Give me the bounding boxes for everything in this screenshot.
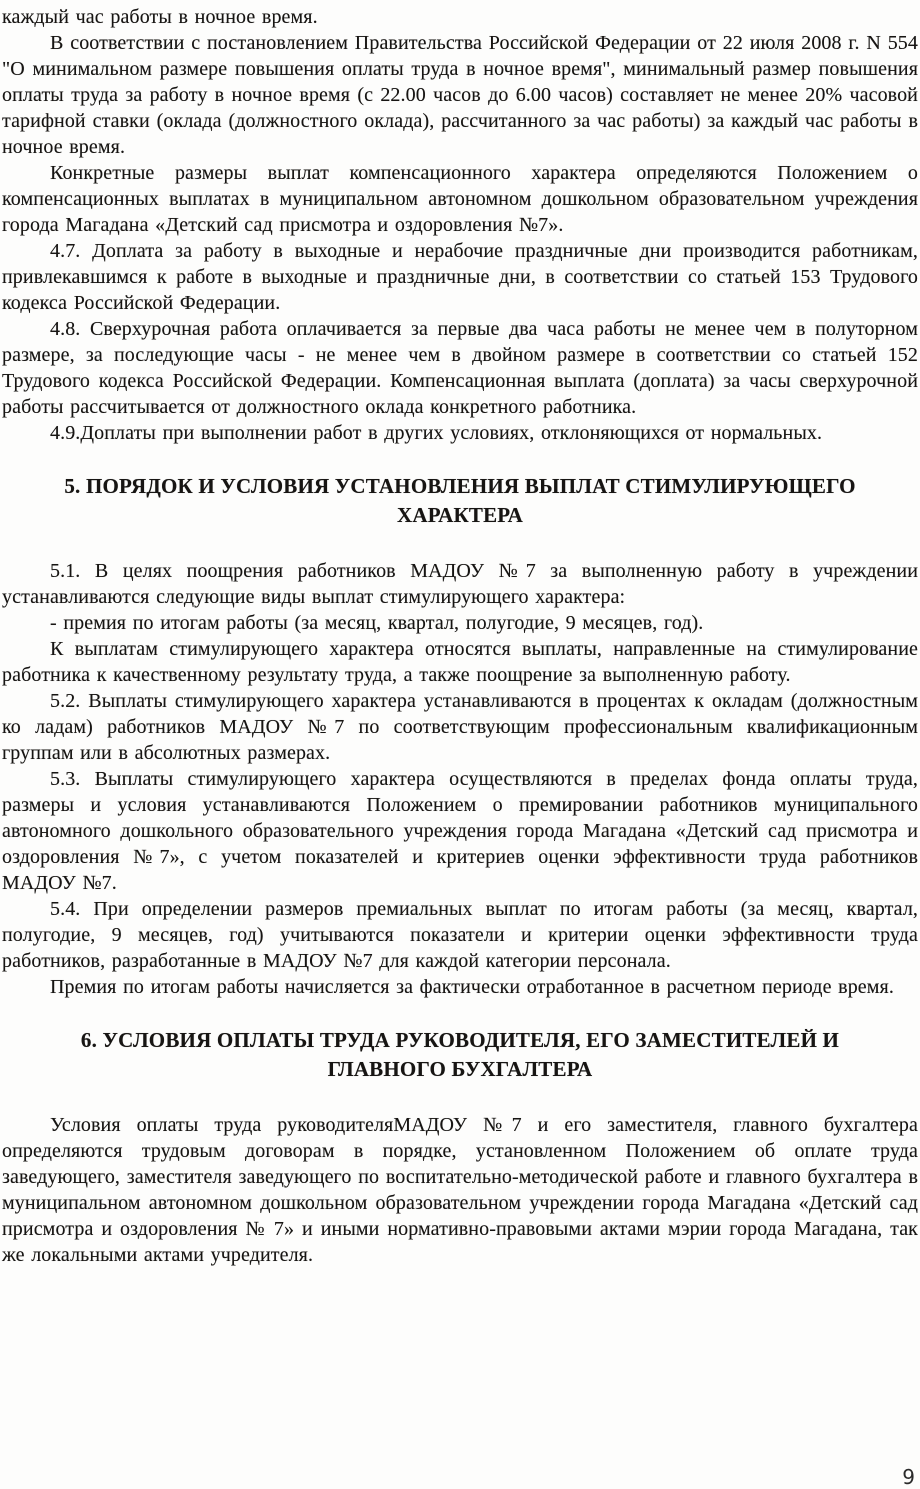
paragraph-4-7: 4.7. Доплата за работу в выходные и нерабочие праздничные дни производится работникам, привлекавшимся к работе в выходные и праздничные дни, в соответствии со статьей 153 Трудового кодекса Российской Федерации. — [2, 240, 918, 314]
paragraph-4-9: 4.9.Доплаты при выполнении работ в других условиях, отклоняющихся от нормальных. — [50, 422, 823, 444]
paragraph-bonus-accrual: Премия по итогам работы начисляется за фактически отработанное в расчетном периоде время. — [50, 976, 894, 998]
paragraph-night-hours-tail: каждый час работы в ночное время. — [2, 6, 318, 28]
paragraph-stimulating-payments: К выплатам стимулирующего характера относятся выплаты, направленные на стимулирование работника к качественному результату труда, а также поощрение за выполненную работу. — [2, 638, 918, 686]
section-heading-5-line-2: ХАРАКТЕРА — [397, 503, 523, 527]
paragraph-4-8: 4.8. Сверхурочная работа оплачивается за первые два часа работы не менее чем в полуторном размере, за последующие часы - не менее чем в двойном размере в соответствии со статьей 152 Трудового кодекса Российской Федерации. Компенсационная выплата (доплата) за часы сверхурочной работы рассчитывается от должностного оклада конкретного работника. — [2, 318, 918, 418]
section-heading-6-line-2: ГЛАВНОГО БУХГАЛТЕРА — [327, 1057, 593, 1081]
paragraph-5-4: 5.4. При определении размеров премиальных выплат по итогам работы (за месяц, квартал, полугодие, 9 месяцев, год) учитываются показатели и критерии оценки эффективности труда работников, разработанные в МАДОУ №7 для каждой категории персонала. — [2, 898, 918, 972]
paragraph-5-3: 5.3. Выплаты стимулирующего характера осуществляются в пределах фонда оплаты труда, размеры и условия устанавливаются Положением о премировании работников муниципального автономного дошкольного образовательного учреждения города Магадана «Детский сад присмотра и оздоровления №7», с учетом показателей и критериев оценки эффективности труда работников МАДОУ №7. — [2, 768, 918, 894]
section-heading-6-line-1: 6. УСЛОВИЯ ОПЛАТЫ ТРУДА РУКОВОДИТЕЛЯ, ЕГО ЗАМЕСТИТЕЛЕЙ И — [80, 1028, 840, 1052]
paragraph-5-1: 5.1. В целях поощрения работников МАДОУ №7 за выполненную работу в учреждении устанавливаются следующие виды выплат стимулирующего характера: — [2, 560, 918, 608]
page-number: 9 — [902, 1465, 915, 1489]
paragraph-5-2: 5.2. Выплаты стимулирующего характера устанавливаются в процентах к окладам (должностным ко ладам) работников МАДОУ №7 по соответствующим профессиональным квалификационным группам или в абсолютных размерах. — [2, 690, 918, 764]
paragraph-decree-554: В соответствии с постановлением Правительства Российской Федерации от 22 июля 2008 г. N 554 "О минимальном размере повышения оплаты труда в ночное время", минимальный размер повышения оплаты труда за работу в ночное время (с 22.00 часов до 6.00 часов) составляет не менее 20% часовой тарифной ставки (оклада (должностного оклада), рассчитанного за час работы) за каждый час работы в ночное время. — [2, 32, 918, 158]
section-heading-5-line-1: 5. ПОРЯДОК И УСЛОВИЯ УСТАНОВЛЕНИЯ ВЫПЛАТ СТИМУЛИРУЮЩЕГО — [64, 474, 856, 498]
paragraph-bonus-list-item: - премия по итогам работы (за месяц, квартал, полугодие, 9 месяцев, год). — [50, 612, 704, 634]
section-heading-6 — [8, 1026, 912, 1084]
section-heading-5 — [8, 472, 912, 530]
paragraph-director-pay-conditions: Условия оплаты труда руководителяМАДОУ №7 и его заместителя, главного бухгалтера определяются трудовым договорам в порядке, установленном Положением об оплате труда заведующего, заместителя заведующего по воспитательно-методической работе и главного бухгалтера в муниципальном автономном дошкольном образовательном учреждении города Магадана «Детский сад присмотра и оздоровления № 7» и иными нормативно-правовыми актами мэрии города Магадана, так же локальными актами учредителя. — [2, 1114, 918, 1266]
paragraph-compensation-sizes: Конкретные размеры выплат компенсационного характера определяются Положением о компенсационных выплатах в муниципальном автономном дошкольном образовательном учреждения города Магадана «Детский сад присмотра и оздоровления №7». — [2, 162, 918, 236]
